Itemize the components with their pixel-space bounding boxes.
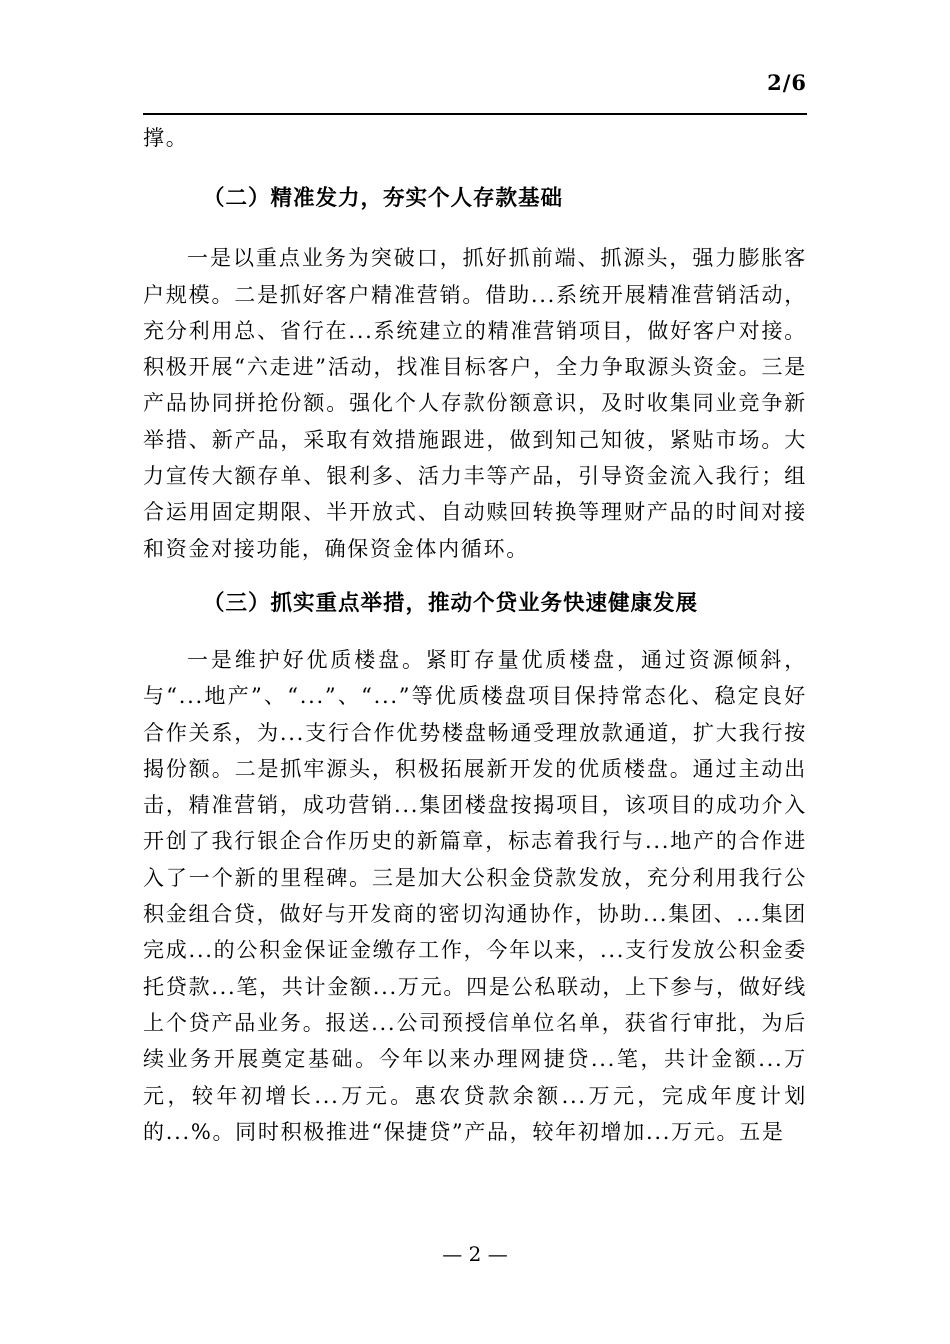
- section-2-paragraph: 一是以重点业务为突破口，抓好抓前端、抓源头，强力膨胀客户规模。二是抓好客户精准营销。借助...系统开展精准营销活动，充分利用总、省行在...系统建立的精准营销项目，做好客户对接。积极开展“六走进”活动，找准目标客户，全力争取源头资金。三是产品协同拼抢份额。强化个人存款份额意识，及时收集同业竞争新举措、新产品，采取有效措施跟进，做到知己知彼，紧贴市场。大力宣传大额存单、银利多、活力丰等产品，引导资金流入我行；组合运用固定期限、半开放式、自动赎回转换等理财产品的时间对接和资金对接功能，确保资金体内循环。: [143, 246, 807, 561]
- section-heading-3: （三）抓实重点举措，推动个贷业务快速健康发展: [203, 590, 699, 616]
- continued-paragraph-fragment: 撑。: [143, 126, 189, 150]
- header-divider: [143, 113, 807, 115]
- section-3-paragraph: 一是维护好优质楼盘。紧盯存量优质楼盘，通过资源倾斜，与“...地产”、“...”、“...”等优质楼盘项目保持常态化、稳定良好合作关系，为...支行合作优势楼盘畅通受理放款通道，扩大我行按揭份额。二是抓牢源头，积极拓展新开发的优质楼盘。通过主动出击，精准营销，成功营销...集团楼盘按揭项目，该项目的成功介入开创了我行银企合作历史的新篇章，标志着我行与...地产的合作进入了一个新的里程碑。三是加大公积金贷款发放，充分利用我行公积金组合贷，做好与开发商的密切沟通协作，协助...集团、...集团完成...的公积金保证金缴存工作，今年以来，...支行发放公积金委托贷款...笔，共计金额...万元。四是公私联动，上下参与，做好线上个贷产品业务。报送...公司预授信单位名单，获省行审批，为后续业务开展奠定基础。今年以来办理网捷贷...笔，共计金额...万元，较年初增长...万元。惠农贷款余额...万元，完成年度计划的...%。同时积极推进“保捷贷”产品，较年初增加...万元。五是: [143, 647, 807, 1144]
- section-heading-2: （二）精准发力，夯实个人存款基础: [203, 186, 564, 212]
- document-body: [143, 120, 807, 1150]
- footer-page-number: — 2 —: [442, 1242, 508, 1266]
- page-counter: 2/6: [767, 70, 807, 95]
